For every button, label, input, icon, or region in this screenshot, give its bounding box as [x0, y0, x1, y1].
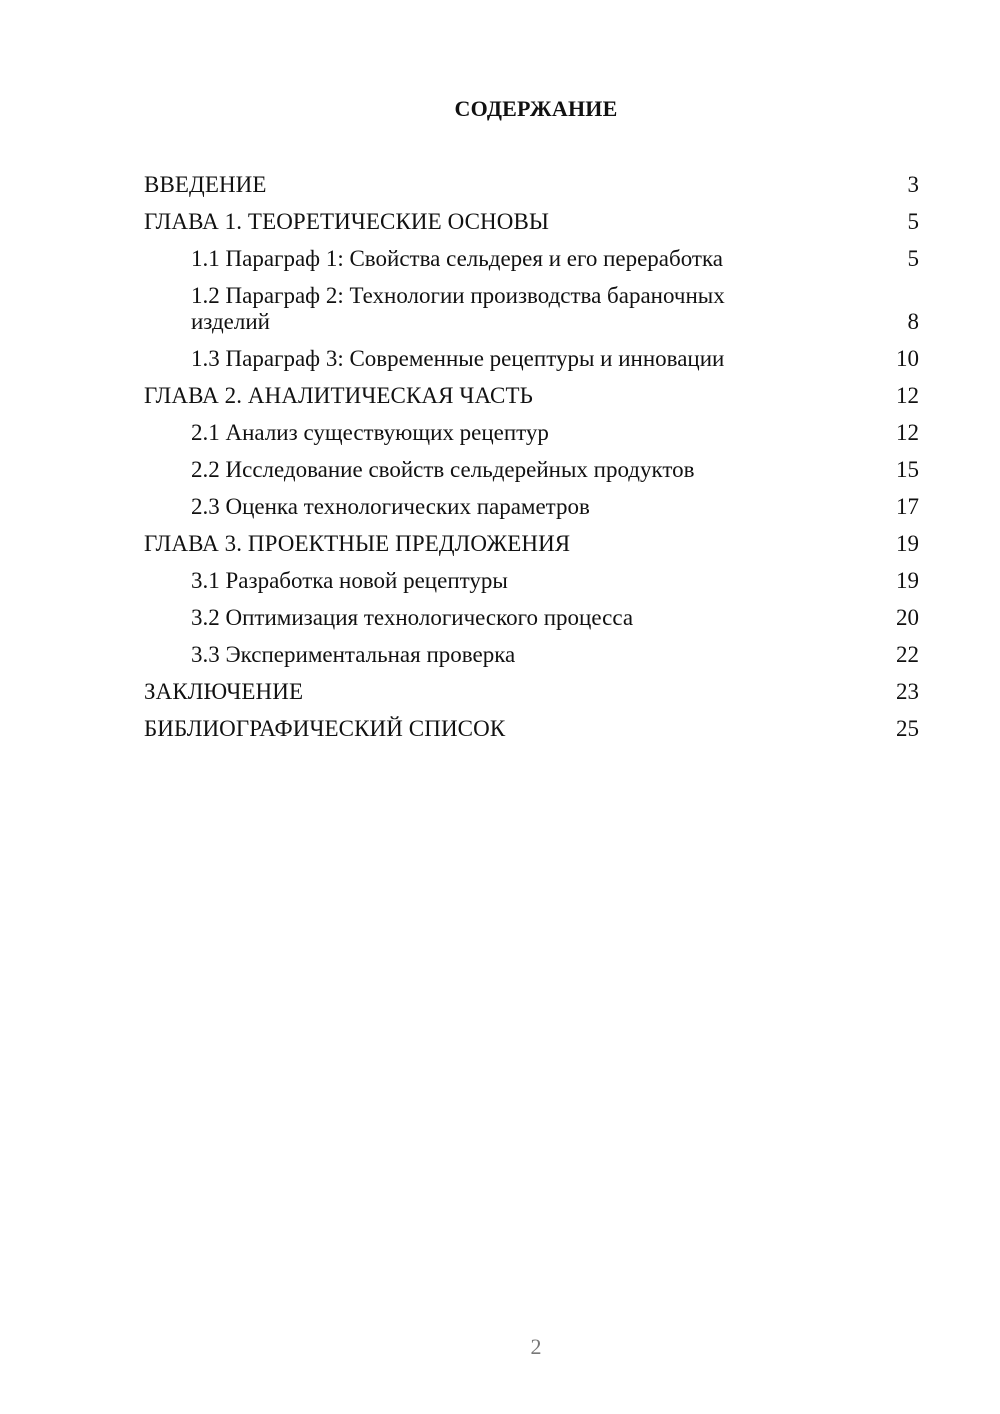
toc-entry-section-3-2[interactable] — [144, 599, 919, 636]
toc-entry-chapter-1[interactable] — [144, 203, 919, 240]
toc-entry-label: ЗАКЛЮЧЕНИЕ — [144, 678, 304, 704]
toc-entry-page: 5 — [907, 208, 919, 234]
toc-entry-page: 20 — [896, 604, 919, 630]
toc-entry-page: 10 — [896, 345, 919, 371]
toc-entry-label: 3.2 Оптимизация технологического процесса — [191, 604, 634, 630]
toc-entry-label: ВВЕДЕНИЕ — [144, 171, 267, 197]
toc-entry-label: 2.2 Исследование свойств сельдерейных продуктов — [191, 456, 695, 482]
toc-entry-label: 3.1 Разработка новой рецептуры — [191, 567, 508, 593]
toc-entry-section-1-2[interactable] — [144, 277, 919, 340]
toc-entry-section-3-1[interactable] — [144, 562, 919, 599]
toc-entry-page: 5 — [907, 245, 919, 271]
page-number: 2 — [530, 1334, 542, 1359]
toc-entry-chapter-2[interactable] — [144, 377, 919, 414]
toc-entry-page: 19 — [896, 567, 919, 593]
toc-entry-page: 12 — [896, 382, 919, 408]
toc-entry-section-2-3[interactable] — [144, 488, 919, 525]
toc-entry-section-1-1[interactable] — [144, 240, 919, 277]
toc-entry-page: 25 — [896, 715, 919, 741]
toc-entry-label: 1.2 Параграф 2: Технологии производства бараночных изделий — [191, 282, 725, 334]
toc-entry-page: 17 — [896, 493, 919, 519]
toc-entry-bibliography[interactable] — [144, 710, 919, 747]
toc-entry-label: 3.3 Экспериментальная проверка — [191, 641, 516, 667]
toc-entry-introduction[interactable] — [144, 166, 919, 203]
toc-entry-label: ГЛАВА 2. АНАЛИТИЧЕСКАЯ ЧАСТЬ — [144, 382, 533, 408]
table-of-contents — [144, 166, 919, 747]
toc-entry-label: ГЛАВА 3. ПРОЕКТНЫЕ ПРЕДЛОЖЕНИЯ — [144, 530, 571, 556]
toc-entry-label: ГЛАВА 1. ТЕОРЕТИЧЕСКИЕ ОСНОВЫ — [144, 208, 550, 234]
toc-entry-page: 3 — [907, 171, 919, 197]
toc-entry-label: 1.3 Параграф 3: Современные рецептуры и инновации — [191, 345, 725, 371]
toc-entry-section-2-1[interactable] — [144, 414, 919, 451]
toc-entry-page: 12 — [896, 419, 919, 445]
toc-entry-label: 2.1 Анализ существующих рецептур — [191, 419, 549, 445]
toc-entry-section-1-3[interactable] — [144, 340, 919, 377]
toc-entry-section-3-3[interactable] — [144, 636, 919, 673]
toc-entry-page: 22 — [896, 641, 919, 667]
toc-entry-page: 19 — [896, 530, 919, 556]
toc-entry-page: 23 — [896, 678, 919, 704]
page-title: СОДЕРЖАНИЕ — [454, 96, 618, 121]
toc-entry-page: 15 — [896, 456, 919, 482]
toc-entry-section-2-2[interactable] — [144, 451, 919, 488]
toc-entry-conclusion[interactable] — [144, 673, 919, 710]
toc-entry-label: 1.1 Параграф 1: Свойства сельдерея и его переработка — [191, 245, 723, 271]
toc-entry-page: 8 — [907, 308, 919, 334]
toc-entry-chapter-3[interactable] — [144, 525, 919, 562]
toc-entry-label: БИБЛИОГРАФИЧЕСКИЙ СПИСОК — [144, 715, 506, 741]
toc-entry-label: 2.3 Оценка технологических параметров — [191, 493, 590, 519]
